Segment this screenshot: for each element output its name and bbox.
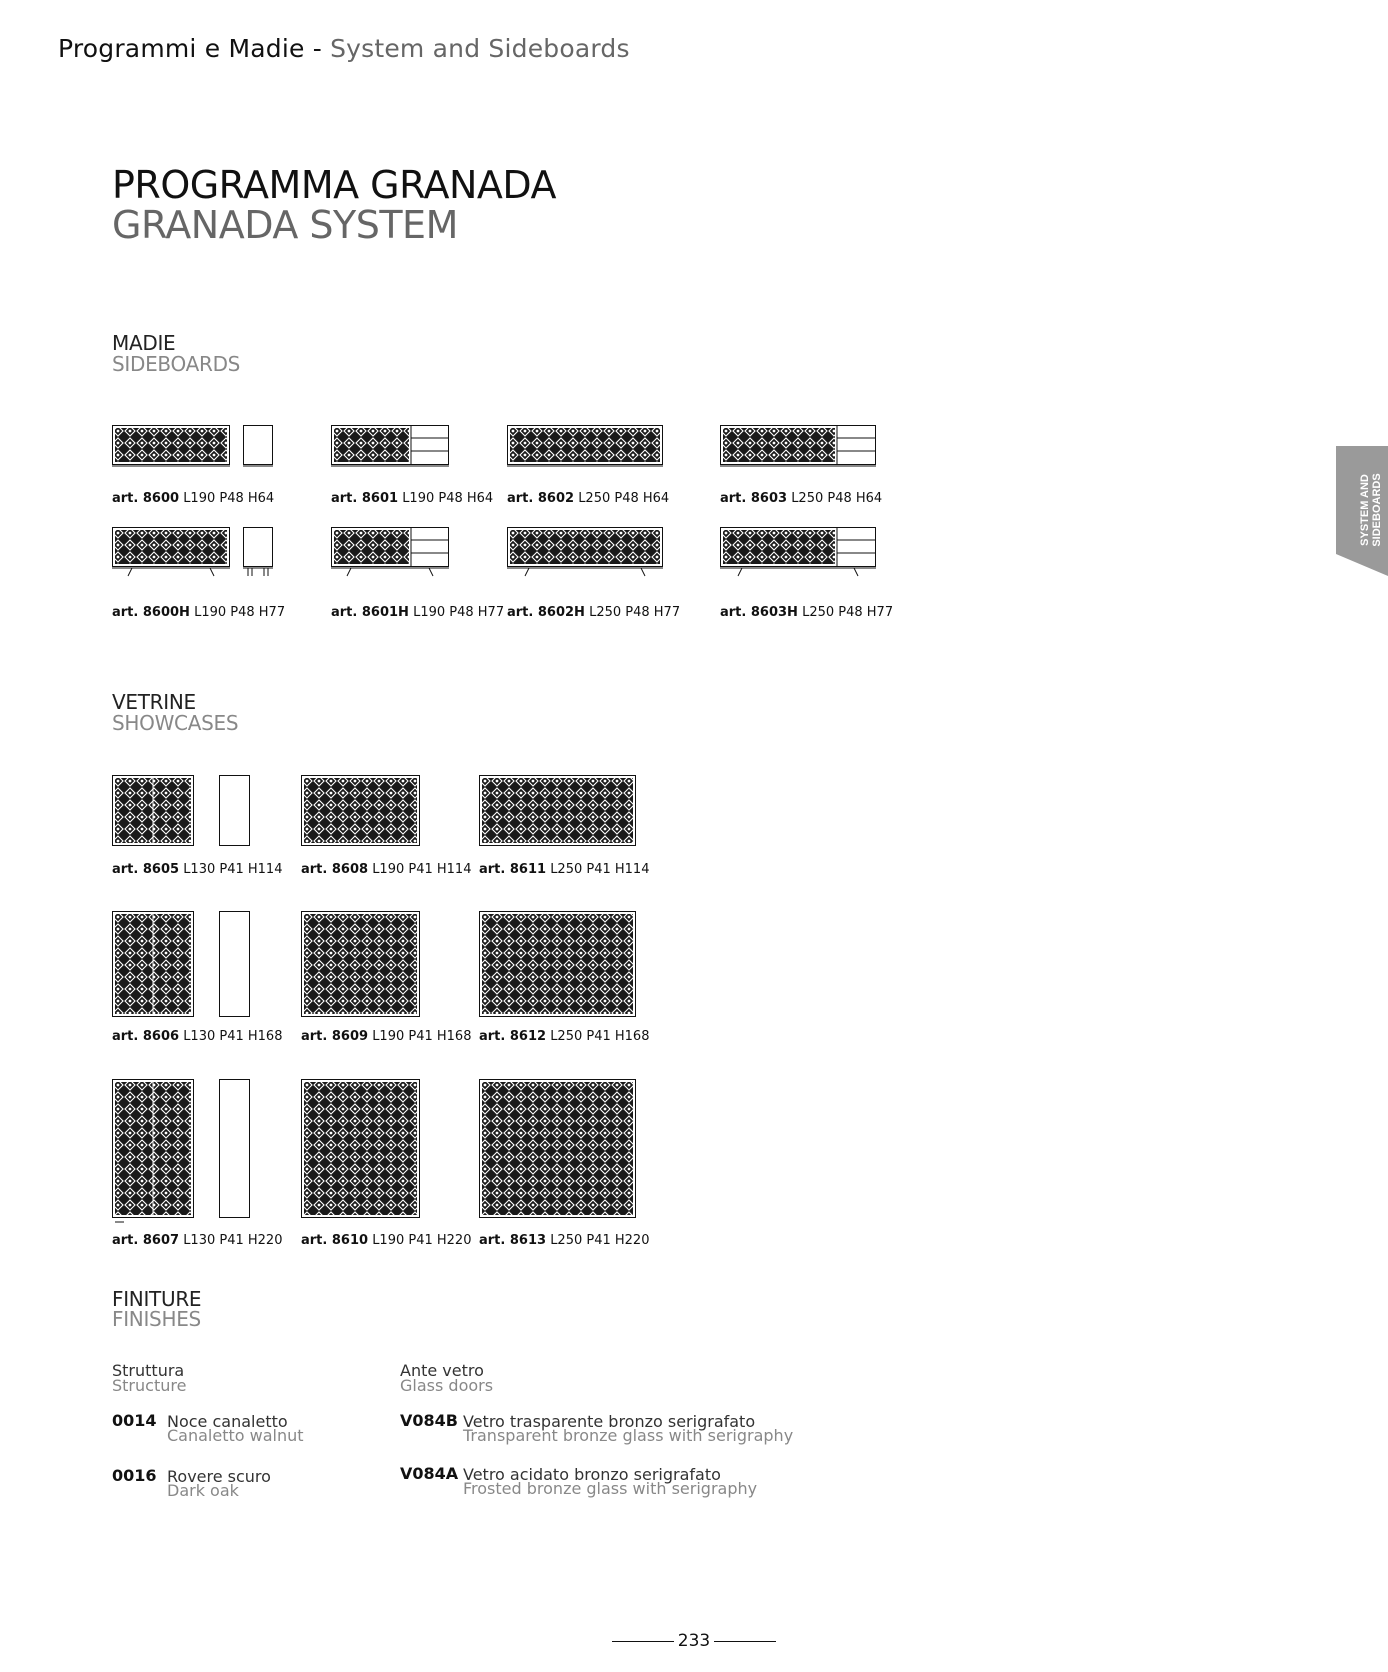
article-code: art. 8610 bbox=[301, 1233, 369, 1248]
finish-name-en: Transparent bronze glass with serigraphy bbox=[463, 1426, 794, 1445]
sideboard-caption bbox=[112, 605, 285, 620]
article-code: art. 8608 bbox=[301, 862, 369, 877]
showcase-caption bbox=[112, 1029, 282, 1044]
header-separator: - bbox=[304, 34, 331, 63]
showcase-8609-drawing bbox=[301, 911, 421, 1018]
page-number: 233 bbox=[677, 1631, 711, 1651]
showcase-caption bbox=[479, 862, 649, 877]
finish-glass-heading-en: Glass doors bbox=[400, 1376, 494, 1395]
article-code: art. 8612 bbox=[479, 1029, 547, 1044]
section-finishes-it: FINITURE bbox=[112, 1287, 202, 1311]
section-sideboards-en: SIDEBOARDS bbox=[112, 352, 241, 376]
article-code: art. 8609 bbox=[301, 1029, 369, 1044]
article-dims: L250 P48 H64 bbox=[791, 491, 883, 506]
article-dims: L250 P41 H114 bbox=[550, 862, 650, 877]
article-dims: L190 P48 H64 bbox=[402, 491, 494, 506]
section-showcases-en: SHOWCASES bbox=[112, 711, 239, 735]
showcase-caption bbox=[479, 1233, 649, 1248]
article-code: art. 8601 bbox=[331, 491, 399, 506]
article-code: art. 8600 bbox=[112, 491, 180, 506]
header-en: System and Sideboards bbox=[330, 34, 630, 63]
finish-glass-heading-it: Ante vetro bbox=[400, 1361, 484, 1380]
article-code: art. 8607 bbox=[112, 1233, 180, 1248]
article-dims: L130 P41 H114 bbox=[183, 862, 283, 877]
article-dims: L190 P48 H77 bbox=[413, 605, 505, 620]
article-code: art. 8611 bbox=[479, 862, 547, 877]
sideboard-8601-drawing bbox=[331, 425, 449, 467]
header-it: Programmi e Madie bbox=[58, 34, 305, 63]
finish-name-en: Dark oak bbox=[167, 1481, 239, 1500]
article-dims: L250 P48 H77 bbox=[589, 605, 681, 620]
article-dims: L190 P48 H77 bbox=[194, 605, 286, 620]
article-code: art. 8601H bbox=[331, 605, 409, 620]
sideboard-caption bbox=[720, 491, 882, 506]
sideboard-caption bbox=[112, 491, 274, 506]
article-dims: L130 P41 H220 bbox=[183, 1233, 283, 1248]
sideboard-caption bbox=[331, 491, 493, 506]
article-dims: L250 P48 H77 bbox=[802, 605, 894, 620]
sideboard-8602H-drawing bbox=[507, 527, 663, 577]
section-showcases-it: VETRINE bbox=[112, 690, 196, 714]
article-code: art. 8603 bbox=[720, 491, 788, 506]
showcase-caption bbox=[112, 862, 282, 877]
showcase-8606-drawing bbox=[112, 911, 252, 1018]
finish-code: V084B bbox=[400, 1411, 458, 1430]
article-dims: L250 P41 H220 bbox=[550, 1233, 650, 1248]
article-code: art. 8602 bbox=[507, 491, 575, 506]
page-title-it: PROGRAMMA GRANADA bbox=[112, 163, 556, 207]
finish-code: V084A bbox=[400, 1464, 459, 1483]
page-footer bbox=[0, 1631, 1388, 1651]
sideboard-8602-drawing bbox=[507, 425, 663, 467]
showcase-8612-drawing bbox=[479, 911, 637, 1018]
article-dims: L190 P41 H220 bbox=[372, 1233, 472, 1248]
section-side-tab bbox=[1336, 446, 1388, 576]
sideboard-8603H-drawing bbox=[720, 527, 876, 577]
finish-name-en: Frosted bronze glass with serigraphy bbox=[463, 1479, 758, 1498]
article-dims: L190 P41 H168 bbox=[372, 1029, 472, 1044]
showcase-caption bbox=[112, 1233, 282, 1248]
finish-structure-heading-en: Structure bbox=[112, 1376, 187, 1395]
sideboard-caption bbox=[507, 491, 669, 506]
section-sideboards-it: MADIE bbox=[112, 331, 176, 355]
article-code: art. 8613 bbox=[479, 1233, 547, 1248]
showcase-caption bbox=[301, 1029, 471, 1044]
article-code: art. 8605 bbox=[112, 862, 180, 877]
side-tab-line1: SYSTEM AND bbox=[1359, 474, 1371, 546]
finish-name-it: Vetro acidato bronzo serigrafato bbox=[463, 1465, 721, 1484]
footer-rule-left bbox=[612, 1641, 674, 1642]
showcase-caption bbox=[301, 1233, 471, 1248]
article-code: art. 8602H bbox=[507, 605, 585, 620]
article-code: art. 8603H bbox=[720, 605, 798, 620]
side-tab-line2: SIDEBOARDS bbox=[1371, 473, 1383, 547]
sideboard-8600-drawing bbox=[112, 425, 274, 467]
finish-code: 0014 bbox=[112, 1411, 157, 1430]
page-title-en: GRANADA SYSTEM bbox=[112, 203, 458, 247]
finish-name-it: Rovere scuro bbox=[167, 1467, 271, 1486]
showcase-8607-drawing bbox=[112, 1079, 252, 1224]
showcase-8608-drawing bbox=[301, 775, 421, 847]
article-dims: L250 P41 H168 bbox=[550, 1029, 650, 1044]
finish-name-it: Vetro trasparente bronzo serigrafato bbox=[463, 1412, 756, 1431]
finish-name-en: Canaletto walnut bbox=[167, 1426, 304, 1445]
footer-rule-right bbox=[714, 1641, 776, 1642]
article-dims: L130 P41 H168 bbox=[183, 1029, 283, 1044]
running-header bbox=[58, 34, 630, 63]
sideboard-8601H-drawing bbox=[331, 527, 449, 577]
showcase-8605-drawing bbox=[112, 775, 252, 847]
finish-name-it: Noce canaletto bbox=[167, 1412, 288, 1431]
showcase-8613-drawing bbox=[479, 1079, 637, 1221]
sideboard-caption bbox=[331, 605, 504, 620]
sideboard-8603-drawing bbox=[720, 425, 876, 467]
article-code: art. 8600H bbox=[112, 605, 190, 620]
finish-structure-heading-it: Struttura bbox=[112, 1361, 185, 1380]
article-dims: L190 P41 H114 bbox=[372, 862, 472, 877]
showcase-8610-drawing bbox=[301, 1079, 421, 1221]
article-dims: L250 P48 H64 bbox=[578, 491, 670, 506]
article-code: art. 8606 bbox=[112, 1029, 180, 1044]
section-finishes-en: FINISHES bbox=[112, 1307, 201, 1331]
showcase-8611-drawing bbox=[479, 775, 637, 847]
showcase-caption bbox=[301, 862, 471, 877]
sideboard-caption bbox=[720, 605, 893, 620]
finish-code: 0016 bbox=[112, 1466, 157, 1485]
sideboard-caption bbox=[507, 605, 680, 620]
article-dims: L190 P48 H64 bbox=[183, 491, 275, 506]
showcase-caption bbox=[479, 1029, 649, 1044]
sideboard-8600H-drawing bbox=[112, 527, 274, 577]
